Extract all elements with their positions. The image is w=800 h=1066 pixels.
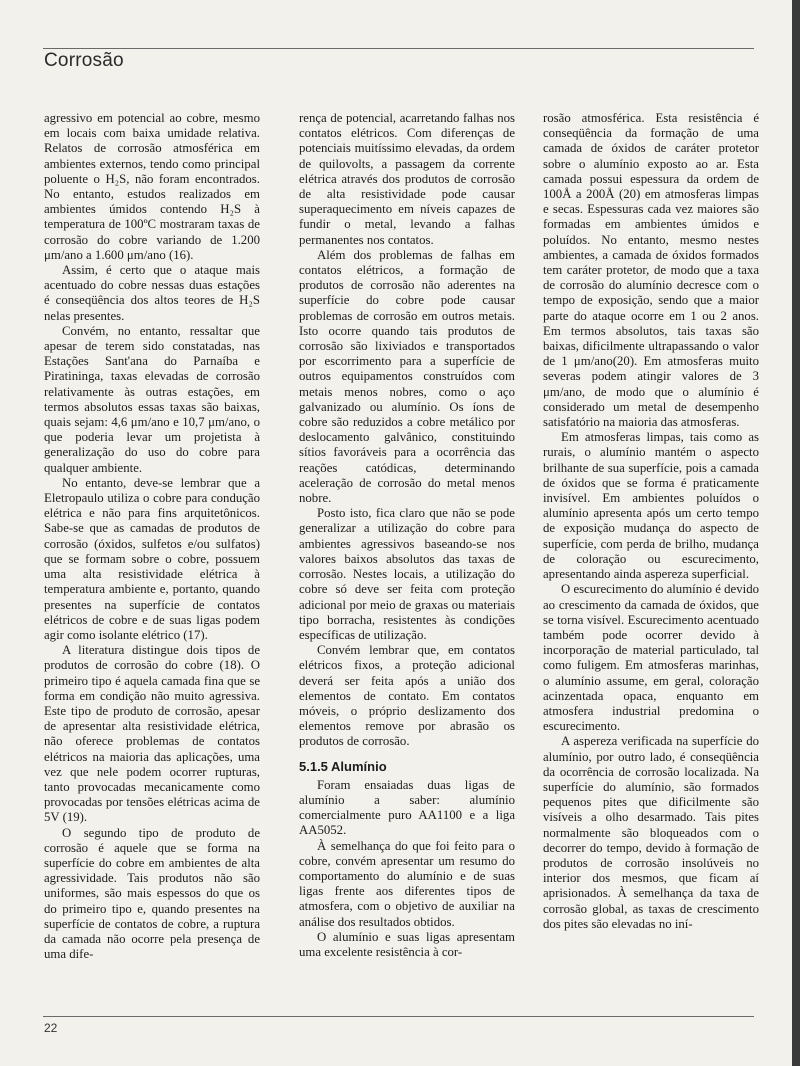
paragraph: Posto isto, fica claro que não se pode generalizar a utilização do cobre para ambientes agressivos baseando-se nos valores baixos absolutos das taxas de corrosão. Nestes locais, a utilização do cobre só deve ser feita com proteção adicional por meio de graxas ou materiais tipo borracha, resistentes às condições específicas de utilização. <box>299 506 515 642</box>
paragraph: Além dos problemas de falhas em contatos elétricos, a formação de produtos de corrosão não aderentes na superfície do cobre pode causar problemas de corrosão em outros metais. Isto ocorre quando tais produtos de corrosão são lixiviados e transportados por escorrimento para a superfície de outros equipamentos construídos com metais menos nobres, como o aço galvanizado ou alumínio. Os íons de cobre são reduzidos a cobre metálico por deslocamento galvânico, constituindo sítios favoráveis para a ocorrência das reações catódicas, determinando aceleração de corrosão do metal menos nobre. <box>299 247 515 506</box>
paragraph: Em atmosferas limpas, tais como as rurais, o alumínio mantém o aspecto brilhante de sua superfície, pois a camada de óxidos que se forma é praticamente invisível. Em ambientes poluídos o alumínio apresenta após um certo tempo de exposição mudança do aspecto de superfície, com perda de brilho, mudança de coloração ou escurecimento, apresentando ainda aspereza superficial. <box>543 430 759 582</box>
text-column-2 <box>299 111 515 960</box>
paragraph: O escurecimento do alumínio é devido ao crescimento da camada de óxidos, que se torna visível. Escurecimento acentuado também pode ocorrer devido à incorporação de material particulado, tal como fuligem. Em atmosferas marinhas, o alumínio assume, em geral, coloração acinzentada opaca, enquanto em atmosfera industrial predomina o escurecimento. <box>543 582 759 734</box>
footer-rule <box>43 1016 754 1017</box>
paragraph: Assim, é certo que o ataque mais acentuado do cobre nessas duas estações é conseqüência dos altos teores de H₂S nelas presentes. <box>44 263 260 323</box>
running-header-title: Corrosão <box>44 50 124 71</box>
paragraph: Foram ensaiadas duas ligas de alumínio a saber: alumínio comercialmente puro AA1100 e a liga AA5052. <box>299 777 515 838</box>
scan-edge-shadow <box>792 0 800 1066</box>
paragraph: A aspereza verificada na superfície do alumínio, por outro lado, é conseqüência da ocorrência de corrosão localizada. Na superfície do alumínio, são formados pequenos pites que dificilmente são visíveis a olho desarmado. Tais pites normalmente são bloqueados com o decorrer do tempo, devido à formação de produtos de corrosão insolúveis no interior dos mesmos, que ficam aí aprisionados. À semelhança da taxa de corrosão global, as taxas de crescimento dos pites são elevadas no iní- <box>543 734 759 931</box>
paragraph: Convém lembrar que, em contatos elétricos fixos, a proteção adicional deverá ser feita após a união dos elementos de contato. Em contatos móveis, o próprio deslizamento dos elementos remove por abrasão os produtos de corrosão. <box>299 643 515 749</box>
paragraph: A literatura distingue dois tipos de produtos de corrosão do cobre (18). O primeiro tipo é aquela camada fina que se forma em condição não muito agressiva. Este tipo de produto de corrosão, apesar de apresentar alta resistividade elétrica, não oferece problemas de contatos elétricos na maioria das aplicações, uma vez que nele podem ocorrer rupturas, tanto provocadas mecanicamente como provocadas por tensões elétricas acima de 5V (19). <box>44 643 260 825</box>
paragraph: Convém, no entanto, ressaltar que apesar de terem sido constatadas, nas Estações Sant'ana do Parnaíba e Piratininga, taxas elevadas de corrosão relativamente às outras estações, em termos absolutos essas taxas são baixas, quais sejam: 4,6 μm/ano e 10,7 μm/ano, o que poderia levar um projetista à generalização do uso do cobre para qualquer ambiente. <box>44 323 260 475</box>
paragraph: rença de potencial, acarretando falhas nos contatos elétricos. Com diferenças de potenciais muitíssimo elevadas, da ordem de quilovolts, a passagem da corrente elétrica através dos produtos de corrosão de alta resistividade pode causar superaquecimento em níveis capazes de fundir o metal, levando a falhas permanentes nos contatos. <box>299 111 515 247</box>
paragraph: À semelhança do que foi feito para o cobre, convém apresentar um resumo do comportamento do alumínio e de suas ligas frente aos diferentes tipos de atmosfera, com o objetivo de auxiliar na análise dos resultados obtidos. <box>299 838 515 929</box>
text-column-3 <box>543 111 759 932</box>
header-rule <box>43 48 754 49</box>
paragraph: No entanto, deve-se lembrar que a Eletropaulo utiliza o cobre para condução elétrica e não para fins arquitetônicos. Sabe-se que as camadas de produtos de corrosão (óxidos, sulfetos e/ou sulfatos) que se formam sobre o cobre, possuem uma alta resistividade elétrica à temperatura ambiente e, portanto, quando presentes na superfície de contatos elétricos de cobre e de suas ligas podem agir como isolante elétrico (17). <box>44 475 260 642</box>
paragraph: rosão atmosférica. Esta resistência é conseqüência da formação de uma camada de óxidos de caráter protetor sobre o alumínio exposto ao ar. Esta camada possui espessura da ordem de 100Å a 200Å (20) em atmosferas limpas e secas. Espessuras cada vez maiores são formadas em ambientes úmidos e poluídos. No entanto, mesmo nestes ambientes, a camada de óxidos formados tem caráter protetor, de modo que a taxa de corrosão do alumínio decresce com o tempo de exposição, sendo que a maior parte do ataque ocorre em 1 ou 2 anos. Em termos absolutos, tais taxas são baixas, dificilmente ultrapassando o valor de 1 μm/ano(20). Em atmosferas muito severas podem atingir valores de 3 μm/ano, de modo que o alumínio é considerado um metal de desempenho satisfatório na maioria das atmosferas. <box>543 111 759 430</box>
text-column-1 <box>44 111 260 962</box>
paragraph: agressivo em potencial ao cobre, mesmo em locais com baixa umidade relativa. Relatos de corrosão atmosférica em ambientes externos, tendo como principal poluente o H₂S, não foram encontrados. No entanto, estudos realizados em ambientes úmidos contendo H₂S à temperatura de 100ºC mostraram taxas de corrosão do cobre variando de 1.200 μm/ano a 1.600 μm/ano (16). <box>44 111 260 262</box>
section-heading: 5.1.5 Alumínio <box>299 758 387 774</box>
paragraph: O segundo tipo de produto de corrosão é aquele que se forma na superfície do cobre em ambientes de alta agressividade. Tais produtos não são uniformes, são mais espessos do que os do primeiro tipo e, quando presentes na superfície de contatos de cobre, a ruptura da camada não ocorre pela presença de uma dife- <box>44 825 260 962</box>
paragraph: O alumínio e suas ligas apresentam uma excelente resistência à cor- <box>299 929 515 959</box>
page-number: 22 <box>44 1021 58 1035</box>
